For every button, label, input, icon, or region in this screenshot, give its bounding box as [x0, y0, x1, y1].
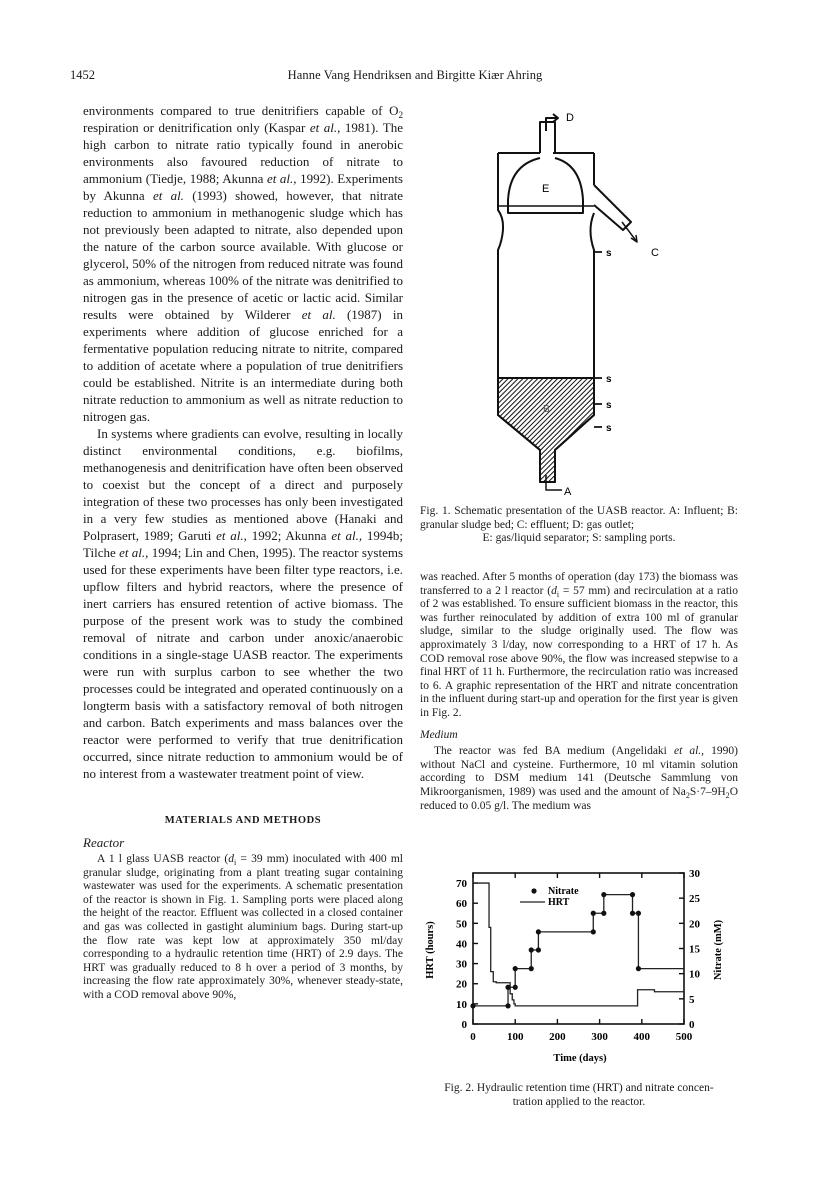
y-tick-label: 50	[456, 918, 467, 931]
label-B: B	[543, 404, 550, 415]
right-column	[420, 571, 738, 813]
y-axis-label: HRT (hours)	[425, 921, 436, 979]
y2-axis-label: Nitrate (mM)	[713, 919, 724, 981]
y-tick-label: 60	[456, 898, 467, 911]
y-tick-label: 70	[456, 878, 467, 891]
hrt-nitrate-chart	[415, 840, 725, 1065]
nitrate-point	[536, 929, 541, 934]
section-heading: MATERIALS AND METHODS	[164, 815, 322, 826]
nitrate-point	[513, 985, 518, 990]
x-tick-label: 100	[506, 1031, 524, 1043]
label-C: C	[651, 247, 659, 259]
nitrate-point	[505, 985, 510, 990]
legend-hrt: HRT	[548, 897, 570, 908]
x-tick-label: 300	[591, 1031, 608, 1043]
figure2-caption: Fig. 2. Hydraulic retention time (HRT) and nitrate concen- tration applied to the reactor.	[444, 1082, 714, 1108]
label-E: E	[542, 183, 550, 195]
x-tick-label: 500	[675, 1031, 693, 1043]
x-tick-label: 200	[549, 1031, 566, 1043]
paragraph-reactor: A 1 l glass UASB reactor ($d_i = 39$ mm) inoculated with 400 ml granular sludge, originating from a plant treating sugar containing wastewater was used for the experiments. A schematic presentation of the reactor is shown in Fig. 1. Sampling ports were placed along the height of the reactor. Effluent was collected in a closed container and gas was collected in gastight aluminium bags. During start-up the flow rate was kept low at approximately 350 ml/day corresponding to a hydraulic retention time (HRT) of 2.9 days. The HRT was gradually reduced to 8 h over a period of 3 months, by increasing the flow rate approximately 30%, whenever steady-state, with a COD removal above 90%,	[83, 853, 403, 1001]
nitrate-point	[591, 911, 596, 916]
label-D: D	[566, 112, 574, 124]
subsection-medium: Medium	[420, 728, 458, 741]
y2-tick-label: 30	[689, 868, 700, 880]
paragraph-intro: environments compared to true denitrifiers capable of $O_2$ respiration or denitrification only (Kaspar et al., 1981). The high carbon to nitrate ratio typically found in anerobic environments also favoured reduction of nitrate to ammonium (Tiedje, 1988; Akunna et al., 1992). Experiments by Akunna et al. (1993) showed, however, that nitrate reduction to ammonium in methanogenic sludge which has not previously been adapted to nitrate, also depended upon the nature of the carbon source available. With glucose or glycerol, 50% of the nitrogen from reduced nitrate was found as ammonium, whereas 100% of the nitrate was denitrified to nitrogen gas in the presence of acetic or lactic acid. Similar results were obtained by Wilderer et al. (1987) in experiments where addition of glucose enriched for a fermentative population reducing nitrate to nitrite, compared to addition of acetate where a population of true denitrifiers could be established. Nitrite is an intermediate during both nitrate reduction to ammonium as well as nitrate reduction to nitrogen gas.	[83, 103, 403, 424]
x-tick-label: 0	[470, 1031, 476, 1043]
page-number: 1452	[70, 68, 95, 82]
label-S2: s	[606, 374, 612, 385]
nitrate-point	[601, 911, 606, 916]
y-tick-label: 10	[456, 998, 467, 1011]
y-tick-label: 30	[456, 958, 467, 971]
left-column	[83, 102, 403, 1003]
paragraph-transfer: was reached. After 5 months of operation (day 173) the biomass was transferred to a 2 l reactor ($d_i = 57$ mm) and recirculation at a ratio of 2 was established. To ensure sufficient biomass in the reactor, this was further reinoculated by addition of extra 100 ml of granular sludge, similar to the sludge originally used. The flow was approximately 3 l/day, now corresponding to a HRT of 17 h. As COD removal rose above 90%, the flow was increased stepwise to a final HRT of 11 h. Furthermore, the recirculation ratio was increased to 6. A graphic representation of the HRT and nitrate concentration in the influent during start-up and operation for the first year is given in Fig. 2.	[420, 571, 738, 719]
label-A: A	[564, 486, 572, 498]
nitrate-point	[591, 929, 596, 934]
reactor-schematic	[480, 100, 680, 500]
nitrate-point	[601, 892, 606, 897]
nitrate-point	[636, 966, 641, 971]
running-head: Hanne Vang Hendriksen and Birgitte Kiær Ahring	[287, 68, 543, 82]
nitrate-point	[529, 947, 534, 952]
nitrate-point	[513, 966, 518, 971]
hrt-line	[473, 883, 684, 1006]
y2-tick-label: 10	[689, 968, 700, 981]
subsection-reactor: Reactor	[83, 835, 125, 850]
nitrate-point	[529, 966, 534, 971]
paragraph-gradients: In systems where gradients can evolve, resulting in locally distinct environmental conditions, e.g. biofilms, methanogenesis and denitrification have often been observed to coexist but the concept of a direct and purposely integration of these two processes has only been investigated in a very few studies as mentioned above (Hanaki and Polprasert, 1989; Garuti et al., 1992; Akunna et al., 1994b; Tilche et al., 1994; Lin and Chen, 1995). The reactor systems used for these experiments have been filter type reactors, i.e. upflow filters and hybrid reactors, where the presence of inert carriers has ensured retention of active biomass. The purpose of the present work was to study the combined removal of nitrate and carbon under anoxic/anaerobic conditions in a single-stage UASB reactor. The experiments were run with surplus carbon to see whether the two processes could be integrated and operated continuously on a longterm basis with a satisfactory removal of both nitrogen and carbon. Batch experiments and mass balances over the reactor were performed to verify that true denitrification occurred, since nitrate reduction to ammonium would be of no interest from a wastewater treatment point of view.	[83, 426, 404, 781]
figure1-caption: Fig. 1. Schematic presentation of the UASB reactor. A: Influent; B: granular sludge bed; C: effluent; D: gas outlet; E: gas/liquid separator; S: sampling ports.	[420, 505, 738, 544]
legend-nitrate: Nitrate	[548, 886, 579, 897]
y2-tick-label: 20	[689, 918, 700, 931]
legend-dot-icon	[531, 888, 536, 893]
paragraph-medium: The reactor was fed BA medium (Angelidaki et al., 1990) without NaCl and cysteine. Furthermore, 10 ml vitamin solution according to DSM medium 141 (Deutsche Sammlung von Mikroorganismen, 1989) was used and the amount of $Na_2S\cdot 7-9H_2O$ reduced to 0.05 g/l. The medium was	[420, 745, 738, 812]
y2-tick-label: 25	[689, 893, 700, 906]
x-axis-label: Time (days)	[553, 1053, 607, 1064]
sludge-bed	[498, 378, 594, 482]
y-tick-label: 0	[461, 1019, 467, 1031]
label-S1: s	[606, 248, 612, 259]
y-tick-label: 40	[456, 938, 467, 951]
label-S3: s	[606, 400, 612, 411]
y2-tick-label: 15	[689, 943, 700, 956]
nitrate-point	[636, 911, 641, 916]
nitrate-point	[630, 892, 635, 897]
label-S4: s	[606, 423, 612, 434]
nitrate-point	[470, 1003, 475, 1008]
x-tick-label: 400	[633, 1031, 651, 1043]
nitrate-point	[505, 1003, 510, 1008]
y2-tick-label: 0	[689, 1019, 695, 1031]
nitrate-point	[630, 911, 635, 916]
nitrate-point	[536, 947, 541, 952]
y2-tick-label: 5	[689, 993, 695, 1006]
y-tick-label: 20	[456, 978, 467, 991]
